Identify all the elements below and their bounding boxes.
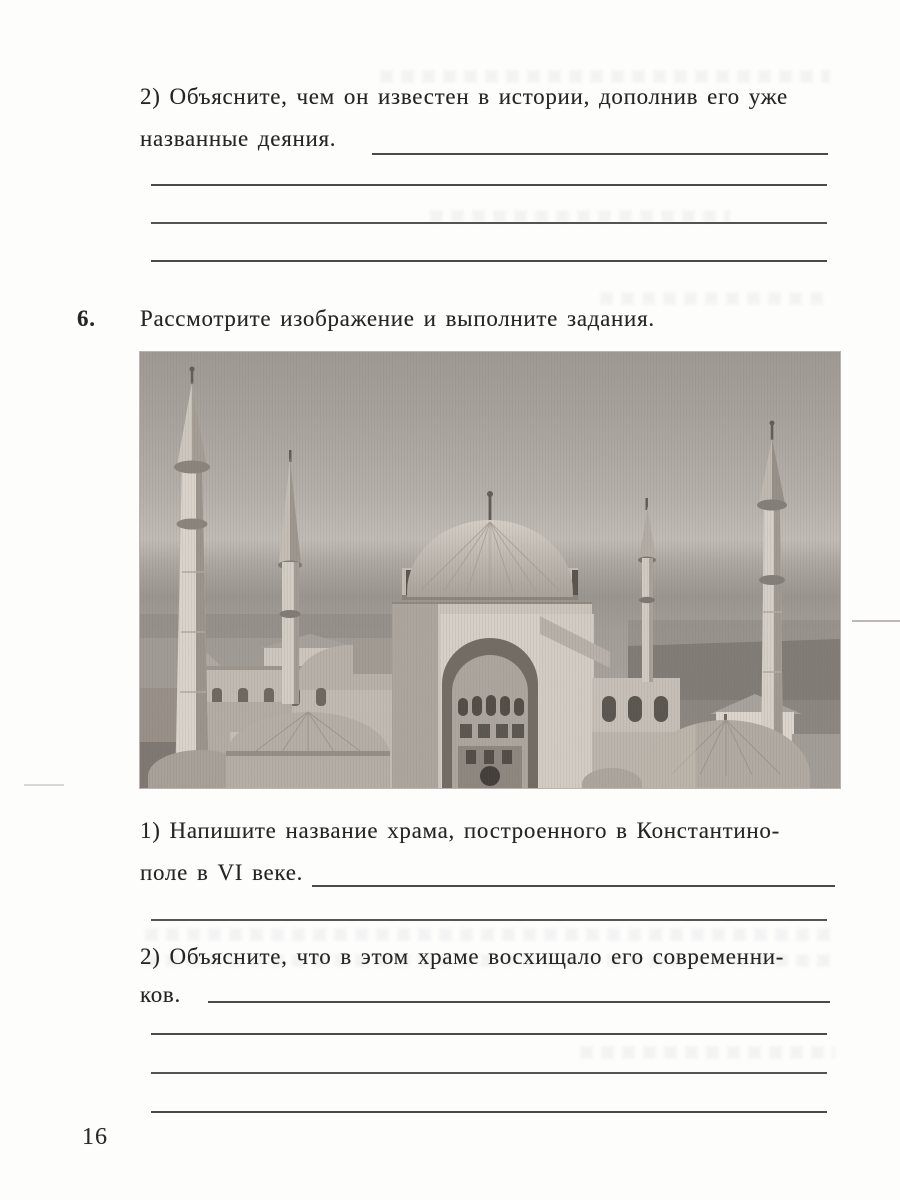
task6-q1-line1: 1) Напишите название храма, построенного в Константино- [140,818,780,843]
bleedthrough-smudge [380,70,830,83]
bleedthrough-smudge [145,928,835,941]
bleedthrough-smudge [580,1046,835,1059]
answer-line [151,184,827,186]
bleedthrough-smudge [600,292,830,305]
hagia-sophia-illustration [140,352,840,788]
page-number: 16 [82,1124,108,1150]
task6-q1-line2: поле в VI веке. [140,860,304,885]
task6-prompt: Рассмотрите изображение и выполните задания. [140,306,655,331]
answer-line [151,919,827,921]
answer-line [312,885,835,887]
task6-number: 6. [77,306,96,331]
task2-text-line2: названные деяния. [140,126,337,151]
answer-line [208,1001,830,1003]
scan-artifact-line [24,784,64,786]
answer-line [151,260,827,262]
task6-q2-line2: ков. [140,982,181,1007]
answer-line [151,222,827,224]
answer-line [151,1033,827,1035]
task6-q2-line1: 2) Объясните, что в этом храме восхищало его современни- [140,944,785,969]
answer-line [151,1111,827,1113]
hagia-sophia-photo [140,352,840,788]
scan-artifact-line [852,620,900,622]
task2-text-line1: 2) Объясните, чем он известен в истории, дополнив его уже [140,84,788,109]
answer-line [151,1072,827,1074]
answer-line [372,153,828,155]
